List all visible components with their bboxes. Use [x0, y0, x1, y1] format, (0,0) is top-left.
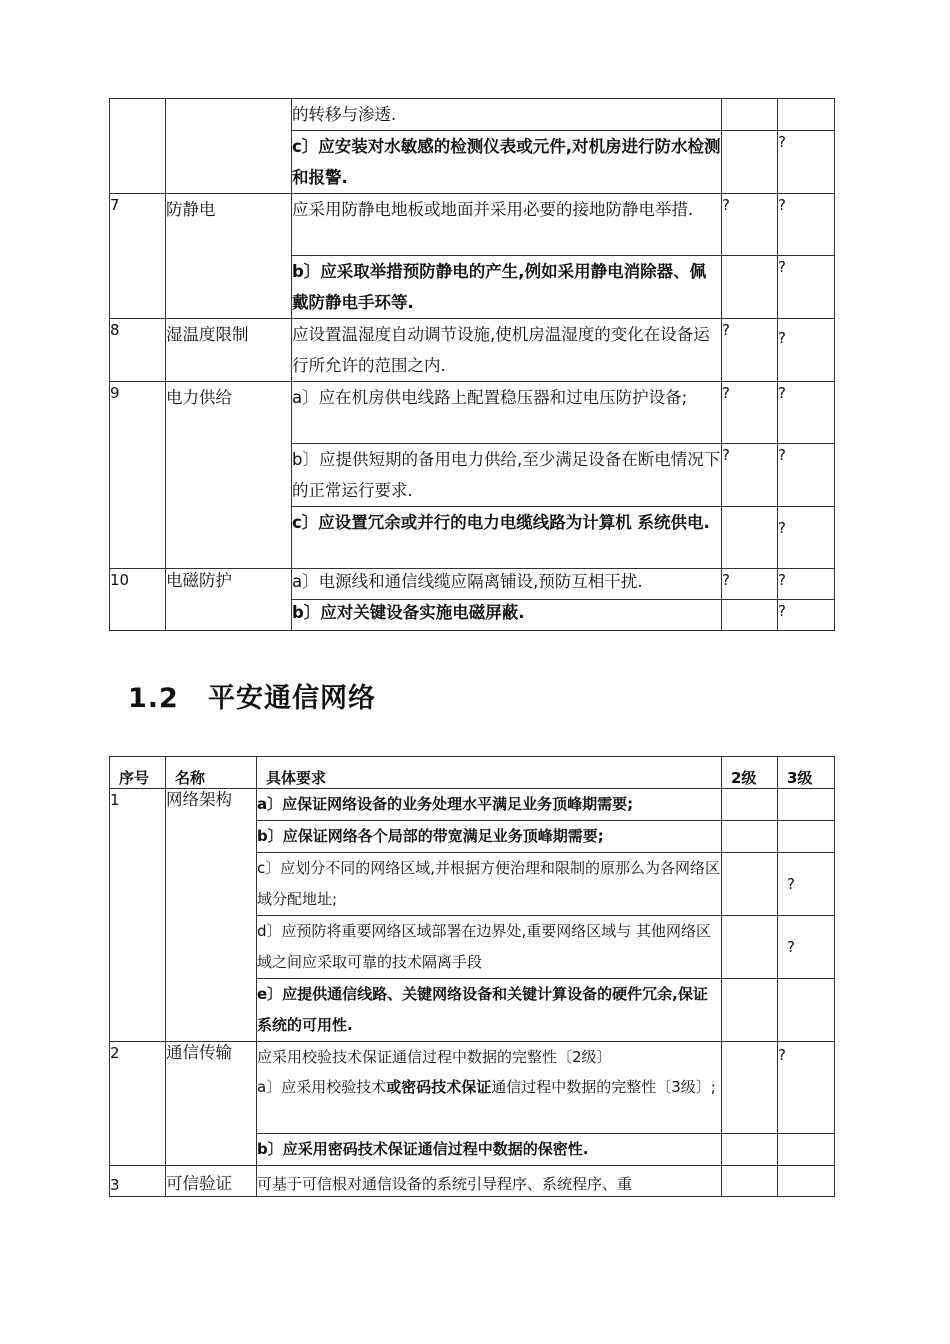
requirement-cell: c〕应设置冗余或并行的电力电缆线路为计算机 系统供电. — [292, 507, 722, 569]
level3-check: ? — [778, 382, 835, 444]
row-name: 电磁防护 — [166, 569, 292, 631]
level3-check: ? — [778, 916, 835, 979]
level2-check: ? — [722, 382, 778, 444]
requirement-cell: a〕应在机房供电线路上配置稳压器和过电压防护设备; — [292, 382, 722, 444]
requirement-cell: 的转移与渗透. — [292, 99, 722, 131]
level3-check — [778, 789, 835, 821]
requirement-cell: c〕应划分不同的网络区域,并根据方便治理和限制的原那么为各网络区域分配地址; — [257, 853, 722, 916]
row-number: 1 — [110, 789, 166, 1042]
row-number: 7 — [110, 194, 166, 319]
level3-check — [778, 821, 835, 853]
row-number: 8 — [110, 319, 166, 382]
requirement-cell: a〕电源线和通信线缆应隔离铺设,预防互相干扰. — [292, 569, 722, 600]
requirement-cell: b〕应对关键设备实施电磁屏蔽. — [292, 600, 722, 631]
level3-check: ? — [778, 131, 835, 194]
requirement-cell — [257, 1042, 722, 1134]
requirement-cell: e〕应提供通信线路、关键网络设备和关键计算设备的硬件冗余,保证系统的可用性. — [257, 979, 722, 1042]
level2-check — [722, 916, 778, 979]
header-no: 序号 — [110, 757, 166, 789]
row-name: 网络架构 — [166, 789, 257, 1042]
row-number — [110, 99, 166, 194]
row-number: 10 — [110, 569, 166, 631]
requirement-line-c: 通信过程中数据的完整性〔3级〕; — [491, 1078, 716, 1096]
header-level3: 3级 — [778, 757, 835, 789]
row-name: 通信传输 — [166, 1042, 257, 1166]
level2-check — [722, 979, 778, 1042]
level2-check — [722, 507, 778, 569]
section-heading — [128, 676, 376, 715]
level2-check — [722, 131, 778, 194]
physical-security-table — [109, 98, 835, 631]
row-number: 9 — [110, 382, 166, 569]
row-name: 湿温度限制 — [166, 319, 292, 382]
requirement-cell: b〕应采用密码技术保证通信过程中数据的保密性. — [257, 1134, 722, 1166]
requirement-cell: 应采用防静电地板或地面并采用必要的接地防静电举措. — [292, 194, 722, 256]
level3-check: ? — [778, 444, 835, 507]
level2-check — [722, 1042, 778, 1134]
level3-check — [778, 979, 835, 1042]
requirement-cell: b〕应采取举措预防静电的产生,例如采用静电消除器、佩戴防静电手环等. — [292, 256, 722, 319]
requirement-cell: b〕应保证网络各个局部的带宽满足业务顶峰期需要; — [257, 821, 722, 853]
requirement-cell: b〕应提供短期的备用电力供给,至少满足设备在断电情况下的正常运行要求. — [292, 444, 722, 507]
level2-check — [722, 821, 778, 853]
level3-check — [778, 1134, 835, 1166]
level3-check: ? — [778, 507, 835, 569]
level3-check: ? — [778, 569, 835, 600]
row-number: 3 — [110, 1166, 166, 1197]
level3-check: ? — [778, 194, 835, 256]
level3-check — [778, 1166, 835, 1197]
level3-check: ? — [778, 1042, 835, 1134]
level3-check — [778, 99, 835, 131]
row-name — [166, 99, 292, 194]
row-name: 电力供给 — [166, 382, 292, 569]
level2-check — [722, 256, 778, 319]
level2-check — [722, 99, 778, 131]
level2-check: ? — [722, 444, 778, 507]
requirement-cell: 应设置温湿度自动调节设施,使机房温湿度的变化在设备运行所允许的范围之内. — [292, 319, 722, 382]
level2-check — [722, 1134, 778, 1166]
header-requirement: 具体要求 — [257, 757, 722, 789]
level2-check: ? — [722, 194, 778, 256]
requirement-line-a: a〕应采用校验技术 — [257, 1078, 387, 1096]
level3-check: ? — [778, 600, 835, 631]
header-name: 名称 — [166, 757, 257, 789]
requirement-line: 应采用校验技术保证通信过程中数据的完整性〔2级〕 — [257, 1048, 612, 1066]
row-name: 可信验证 — [166, 1166, 257, 1197]
row-name: 防静电 — [166, 194, 292, 319]
level2-check — [722, 789, 778, 821]
level2-check — [722, 1166, 778, 1197]
level2-check: ? — [722, 319, 778, 382]
requirement-cell: 可基于可信根对通信设备的系统引导程序、系统程序、重 — [257, 1166, 722, 1197]
requirement-cell: d〕应预防将重要网络区域部署在边界处,重要网络区域与 其他网络区域之间应采取可靠的技术隔离手段 — [257, 916, 722, 979]
level3-check: ? — [778, 319, 835, 382]
level2-check — [722, 600, 778, 631]
requirement-line-bold: 或密码技术保证 — [386, 1078, 492, 1096]
header-level2: 2级 — [722, 757, 778, 789]
level2-check — [722, 853, 778, 916]
network-security-table — [109, 756, 835, 1197]
section-number: 1.2 — [128, 683, 179, 714]
section-title: 平安通信网络 — [208, 683, 376, 714]
row-number: 2 — [110, 1042, 166, 1166]
level3-check: ? — [778, 256, 835, 319]
level2-check: ? — [722, 569, 778, 600]
requirement-cell: a〕应保证网络设备的业务处理水平满足业务顶峰期需要; — [257, 789, 722, 821]
requirement-cell: c〕应安装对水敏感的检测仪表或元件,对机房进行防水检测和报警. — [292, 131, 722, 194]
level3-check: ? — [778, 853, 835, 916]
